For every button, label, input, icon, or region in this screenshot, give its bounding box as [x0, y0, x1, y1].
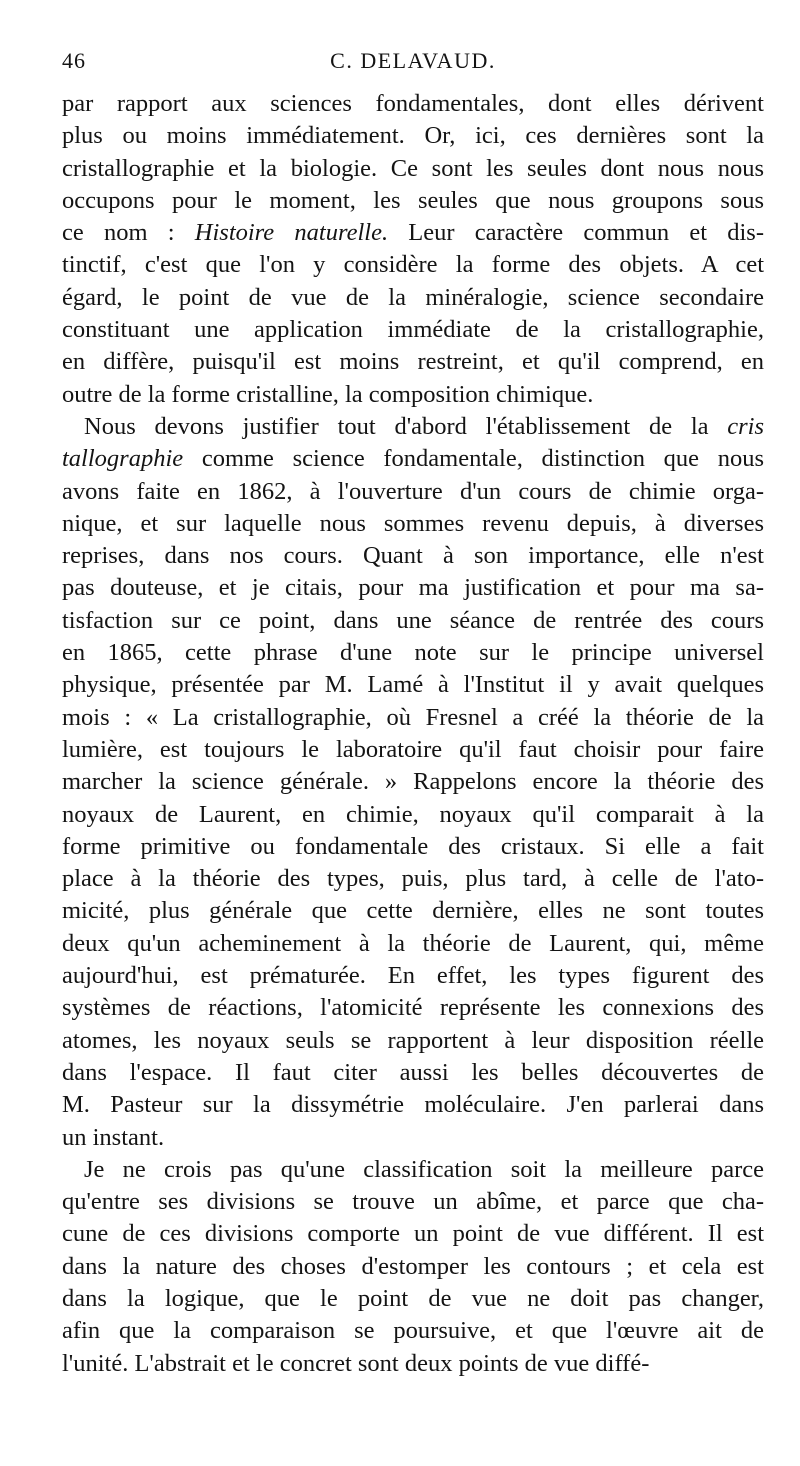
text-line: place à la théorie des types, puis, plus tard, à celle de l'ato-	[62, 865, 764, 893]
text-line: reprises, dans nos cours. Quant à son importance, elle n'est	[62, 542, 764, 570]
text-line	[62, 217, 764, 249]
text-line: aujourd'hui, est prématurée. En effet, les types figurent des	[62, 962, 764, 990]
italic-text: tallographie	[62, 445, 184, 473]
text-line: avons faite en 1862, à l'ouverture d'un cours de chimie orga-	[62, 477, 764, 505]
book-page	[62, 44, 764, 1380]
text-line: par rapport aux sciences fondamentales, dont elles dérivent	[62, 90, 764, 117]
text-line: Je ne crois pas qu'une classification soit la meilleure parce	[84, 1155, 764, 1183]
text-segment: Leur caractère commun et dis-	[388, 219, 764, 247]
page-number: 46	[62, 48, 86, 73]
text-line: noyaux de Laurent, en chimie, noyaux qu'il comparait à la	[62, 800, 764, 828]
text-line: forme primitive ou fondamentale des cristaux. Si elle a fait	[62, 832, 764, 860]
text-line: micité, plus générale que cette dernière, elles ne sont toutes	[62, 897, 764, 925]
text-line	[62, 411, 764, 443]
text-line: deux qu'un acheminement à la théorie de Laurent, qui, même	[62, 929, 764, 957]
text-line: qu'entre ses divisions se trouve un abîme, et parce que cha-	[62, 1188, 764, 1216]
text-line: en diffère, puisqu'il est moins restreint, et qu'il comprend, en	[62, 348, 764, 376]
text-line: constituant une application immédiate de la cristallographie,	[62, 316, 764, 344]
text-line: outre de la forme cristalline, la composition chimique.	[62, 380, 594, 408]
text-line: plus ou moins immédiatement. Or, ici, ces dernières sont la	[62, 122, 764, 150]
running-title: C. DELAVAUD.	[330, 48, 496, 73]
text-segment: ce nom :	[62, 219, 195, 247]
text-line: nique, et sur laquelle nous sommes revenu depuis, à diverses	[62, 509, 764, 537]
text-line: physique, présentée par M. Lamé à l'Institut il y avait quelques	[62, 671, 764, 699]
text-line: mois : « La cristallographie, où Fresnel a créé la théorie de la	[62, 703, 764, 731]
text-line: afin que la comparaison se poursuive, et que l'œuvre ait de	[62, 1317, 764, 1345]
text-line: systèmes de réactions, l'atomicité représente les connexions des	[62, 994, 764, 1022]
text-segment: comme science fondamentale, distinction que nous	[183, 445, 764, 473]
text-line: égard, le point de vue de la minéralogie, science secondaire	[62, 283, 764, 311]
body-text	[62, 88, 764, 1380]
text-line: un instant.	[62, 1123, 165, 1151]
text-line: dans la logique, que le point de vue ne doit pas changer,	[62, 1284, 764, 1312]
text-line: tisfaction sur ce point, dans une séance de rentrée des cours	[62, 606, 764, 634]
text-line: tinctif, c'est que l'on y considère la forme des objets. A cet	[62, 251, 764, 279]
page-header	[62, 44, 764, 78]
text-line: M. Pasteur sur la dissymétrie moléculaire. J'en parlerai dans	[62, 1091, 764, 1119]
text-line: cune de ces divisions comporte un point de vue différent. Il est	[62, 1220, 764, 1248]
text-line: en 1865, cette phrase d'une note sur le principe universel	[62, 639, 764, 667]
italic-text: cris	[727, 412, 764, 440]
text-line: pas douteuse, et je citais, pour ma justification et pour ma sa-	[62, 574, 764, 602]
italic-text: Histoire naturelle.	[194, 219, 389, 247]
text-line: l'unité. L'abstrait et le concret sont deux points de vue diffé-	[62, 1349, 650, 1377]
text-line: occupons pour le moment, les seules que nous groupons sous	[62, 186, 764, 214]
text-line: dans l'espace. Il faut citer aussi les belles découvertes de	[62, 1058, 764, 1086]
text-segment: Nous devons justifier tout d'abord l'établissement de la	[84, 412, 728, 440]
text-line: lumière, est toujours le laboratoire qu'il faut choisir pour faire	[62, 735, 764, 763]
text-line: dans la nature des choses d'estomper les contours ; et cela est	[62, 1252, 764, 1280]
text-line: cristallographie et la biologie. Ce sont les seules dont nous nous	[62, 154, 764, 182]
text-line: marcher la science générale. » Rappelons encore la théorie des	[62, 768, 764, 796]
text-line	[62, 443, 764, 475]
text-line: atomes, les noyaux seuls se rapportent à leur disposition réelle	[62, 1026, 764, 1054]
